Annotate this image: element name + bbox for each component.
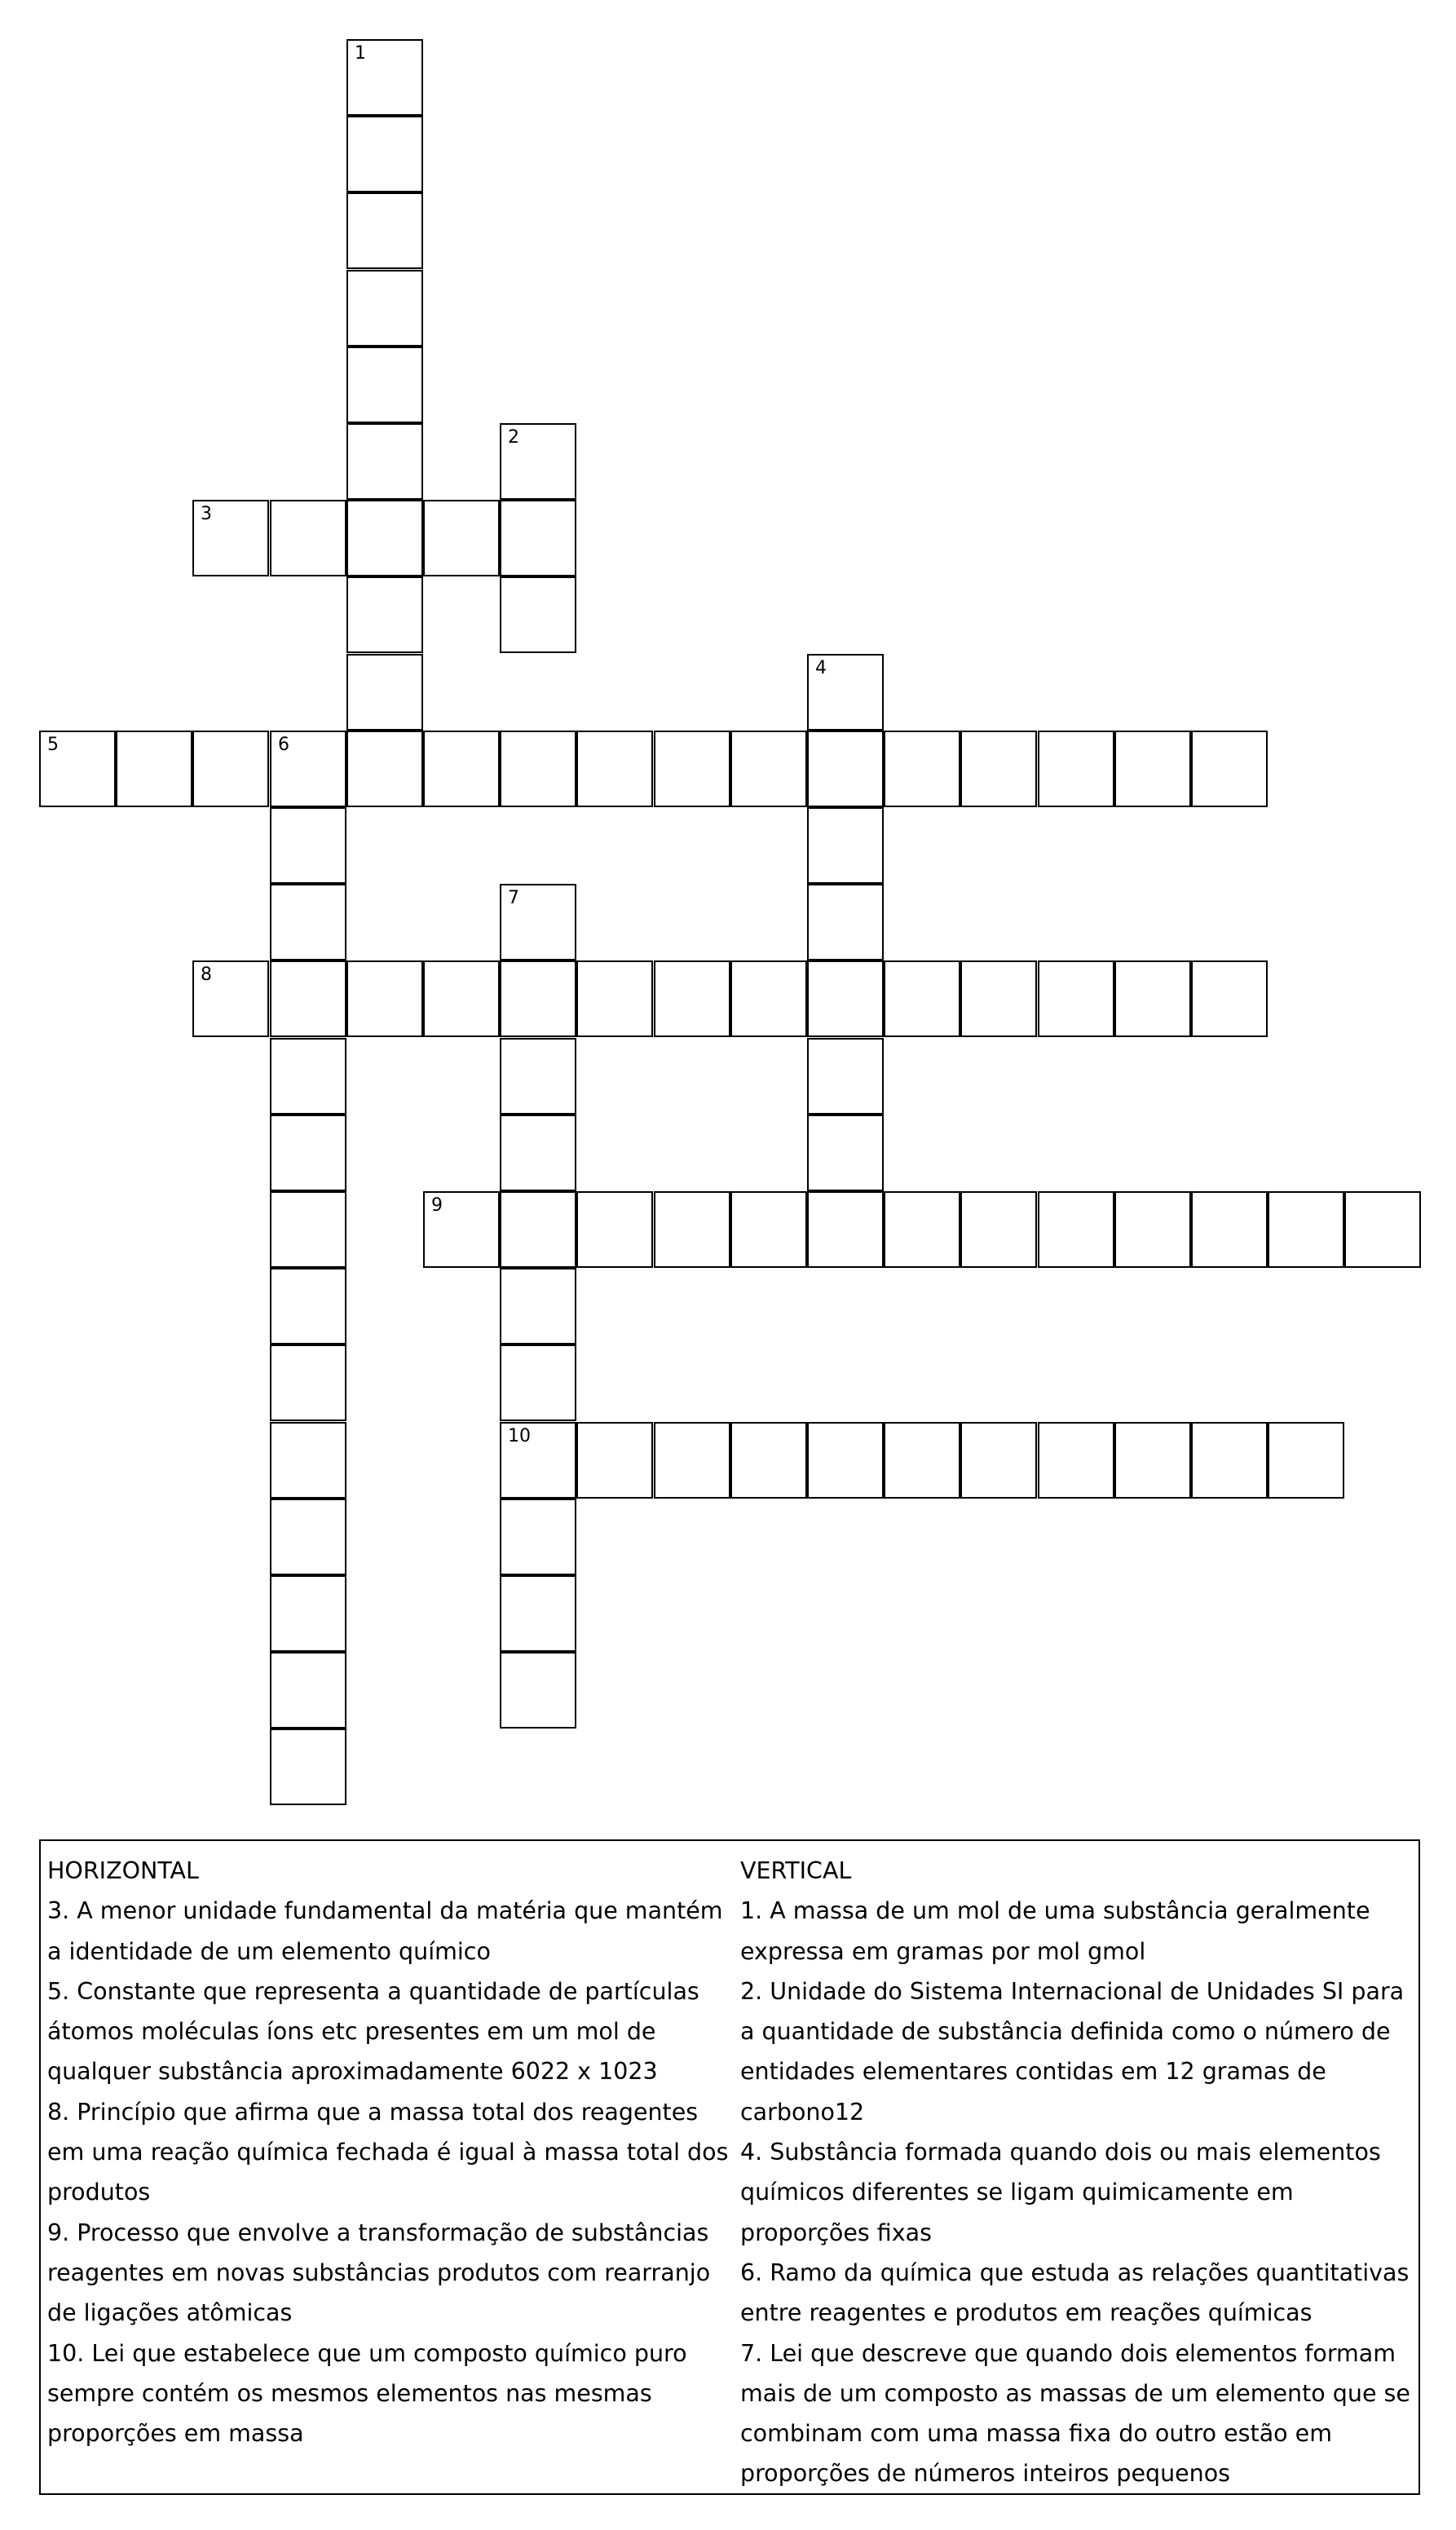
grid-cell[interactable] <box>654 731 730 807</box>
clue-number: 6 <box>278 735 289 755</box>
grid-cell[interactable] <box>270 1499 346 1575</box>
grid-cell[interactable] <box>500 1115 576 1191</box>
vertical-heading: VERTICAL <box>740 1857 852 1884</box>
grid-cell[interactable] <box>807 1115 884 1191</box>
grid-cell[interactable] <box>960 1191 1037 1268</box>
grid-cell[interactable] <box>192 960 269 1037</box>
clue-number: 10 <box>508 1426 531 1446</box>
grid-cell[interactable] <box>500 1038 576 1115</box>
grid-cell[interactable] <box>500 1499 576 1575</box>
clue-horizontal-10: 10. Lei que estabelece que um composto químico puro sempre contém os mesmos elementos nas mesmas proporções em massa <box>47 2339 687 2448</box>
grid-cell[interactable] <box>1268 1191 1344 1268</box>
grid-cell[interactable] <box>423 960 500 1037</box>
grid-cell[interactable] <box>960 731 1037 807</box>
grid-cell[interactable] <box>884 1422 960 1499</box>
grid-cell[interactable] <box>270 1422 346 1499</box>
grid-cell[interactable] <box>500 1344 576 1421</box>
grid-cell[interactable] <box>192 731 269 807</box>
grid-cell[interactable] <box>346 731 423 807</box>
grid-cell[interactable] <box>423 731 500 807</box>
grid-cell[interactable] <box>884 1191 960 1268</box>
grid-cell[interactable] <box>270 884 346 960</box>
grid-cell[interactable] <box>1114 1191 1191 1268</box>
grid-cell[interactable] <box>39 731 116 807</box>
grid-cell[interactable] <box>346 654 423 731</box>
grid-cell[interactable] <box>500 731 576 807</box>
grid-cell[interactable] <box>270 1575 346 1652</box>
vertical-clues <box>740 1851 1414 2494</box>
grid-cell[interactable] <box>1191 731 1268 807</box>
grid-cell[interactable] <box>423 500 500 576</box>
grid-cell[interactable] <box>884 960 960 1037</box>
clue-number: 7 <box>508 888 519 908</box>
grid-cell[interactable] <box>500 884 576 960</box>
clue-number: 3 <box>201 504 212 524</box>
grid-cell[interactable] <box>807 1038 884 1115</box>
grid-cell[interactable] <box>500 1191 576 1268</box>
grid-cell[interactable] <box>270 1115 346 1191</box>
grid-cell[interactable] <box>500 1575 576 1652</box>
grid-cell[interactable] <box>346 500 423 576</box>
clue-vertical-4: 4. Substância formada quando dois ou mais elementos químicos diferentes se ligam quimicamente em proporções fixas <box>740 2139 1381 2246</box>
grid-cell[interactable] <box>1344 1191 1421 1268</box>
grid-cell[interactable] <box>807 960 884 1037</box>
grid-cell[interactable] <box>270 731 346 807</box>
clue-number: 5 <box>47 735 59 755</box>
grid-cell[interactable] <box>1114 960 1191 1037</box>
grid-cell[interactable] <box>1114 731 1191 807</box>
grid-cell[interactable] <box>346 39 423 116</box>
grid-cell[interactable] <box>730 1422 807 1499</box>
grid-cell[interactable] <box>1038 1422 1114 1499</box>
grid-cell[interactable] <box>807 1422 884 1499</box>
grid-cell[interactable] <box>730 960 807 1037</box>
grid-cell[interactable] <box>1191 1422 1268 1499</box>
grid-cell[interactable] <box>346 270 423 347</box>
clue-vertical-2: 2. Unidade do Sistema Internacional de Unidades SI para a quantidade de substância definida como o número de entidades elementares contidas em 12 gramas de carbono12 <box>740 1977 1405 2126</box>
grid-cell[interactable] <box>500 576 576 653</box>
clue-vertical-6: 6. Ramo da química que estuda as relações quantitativas entre reagentes e produtos em reações químicas <box>740 2258 1410 2327</box>
grid-cell[interactable] <box>500 500 576 576</box>
grid-cell[interactable] <box>423 1191 500 1268</box>
grid-cell[interactable] <box>346 960 423 1037</box>
grid-cell[interactable] <box>270 1652 346 1729</box>
grid-cell[interactable] <box>500 1422 576 1499</box>
grid-cell[interactable] <box>1038 731 1114 807</box>
grid-cell[interactable] <box>730 731 807 807</box>
clue-number: 8 <box>201 965 212 985</box>
grid-cell[interactable] <box>346 192 423 269</box>
grid-cell[interactable] <box>807 884 884 960</box>
grid-cell[interactable] <box>270 1729 346 1805</box>
grid-cell[interactable] <box>270 1038 346 1115</box>
clue-horizontal-8: 8. Princípio que afirma que a massa total dos reagentes em uma reação química fechada é igual à massa total dos produtos <box>47 2098 729 2206</box>
grid-cell[interactable] <box>960 1422 1037 1499</box>
horizontal-heading: HORIZONTAL <box>47 1857 199 1884</box>
grid-cell[interactable] <box>500 423 576 500</box>
grid-cell[interactable] <box>116 731 192 807</box>
grid-cell[interactable] <box>270 1344 346 1421</box>
clue-horizontal-9: 9. Processo que envolve a transformação de substâncias reagentes em novas substâncias produtos com rearranjo de ligações atômicas <box>47 2219 711 2327</box>
clue-horizontal-5: 5. Constante que representa a quantidade de partículas átomos moléculas íons etc presentes em um mol de qualquer substância aproximadamente 6022 x 1023 <box>47 1977 699 2086</box>
grid-cell[interactable] <box>1114 1422 1191 1499</box>
grid-cell[interactable] <box>807 807 884 884</box>
grid-cell[interactable] <box>884 731 960 807</box>
horizontal-clues <box>47 1851 732 2453</box>
grid-cell[interactable] <box>270 807 346 884</box>
grid-cell[interactable] <box>1268 1422 1344 1499</box>
grid-cell[interactable] <box>807 731 884 807</box>
grid-cell[interactable] <box>654 1422 730 1499</box>
clue-number: 2 <box>508 427 519 448</box>
grid-cell[interactable] <box>270 1191 346 1268</box>
grid-cell[interactable] <box>1038 1191 1114 1268</box>
grid-cell[interactable] <box>1038 960 1114 1037</box>
grid-cell[interactable] <box>500 960 576 1037</box>
grid-cell[interactable] <box>576 1422 653 1499</box>
grid-cell[interactable] <box>1191 1191 1268 1268</box>
grid-cell[interactable] <box>346 116 423 192</box>
grid-cell[interactable] <box>576 960 653 1037</box>
clues-box <box>39 1839 1420 2495</box>
clue-vertical-7: 7. Lei que descreve que quando dois elementos formam mais de um composto as massas de um elemento que se combinam com uma massa fixa do outro estão em proporções de números inteiros pequenos <box>740 2339 1410 2488</box>
grid-cell[interactable] <box>500 1268 576 1344</box>
grid-cell[interactable] <box>270 500 346 576</box>
grid-cell[interactable] <box>654 960 730 1037</box>
grid-cell[interactable] <box>270 1268 346 1344</box>
clue-horizontal-3: 3. A menor unidade fundamental da matéria que mantém a identidade de um elemento químico <box>47 1897 723 1965</box>
grid-cell[interactable] <box>654 1191 730 1268</box>
grid-cell[interactable] <box>730 1191 807 1268</box>
grid-cell[interactable] <box>500 1652 576 1729</box>
grid-cell[interactable] <box>192 500 269 576</box>
grid-cell[interactable] <box>346 347 423 423</box>
grid-cell[interactable] <box>346 423 423 500</box>
grid-cell[interactable] <box>270 960 346 1037</box>
grid-cell[interactable] <box>807 654 884 731</box>
grid-cell[interactable] <box>576 731 653 807</box>
grid-cell[interactable] <box>346 576 423 653</box>
clue-number: 4 <box>815 658 827 678</box>
clue-number: 1 <box>355 43 366 64</box>
clue-vertical-1: 1. A massa de um mol de uma substância geralmente expressa em gramas por mol gmol <box>740 1897 1370 1965</box>
clue-number: 9 <box>431 1195 443 1216</box>
grid-cell[interactable] <box>1191 960 1268 1037</box>
grid-cell[interactable] <box>960 960 1037 1037</box>
grid-cell[interactable] <box>807 1191 884 1268</box>
grid-cell[interactable] <box>576 1191 653 1268</box>
